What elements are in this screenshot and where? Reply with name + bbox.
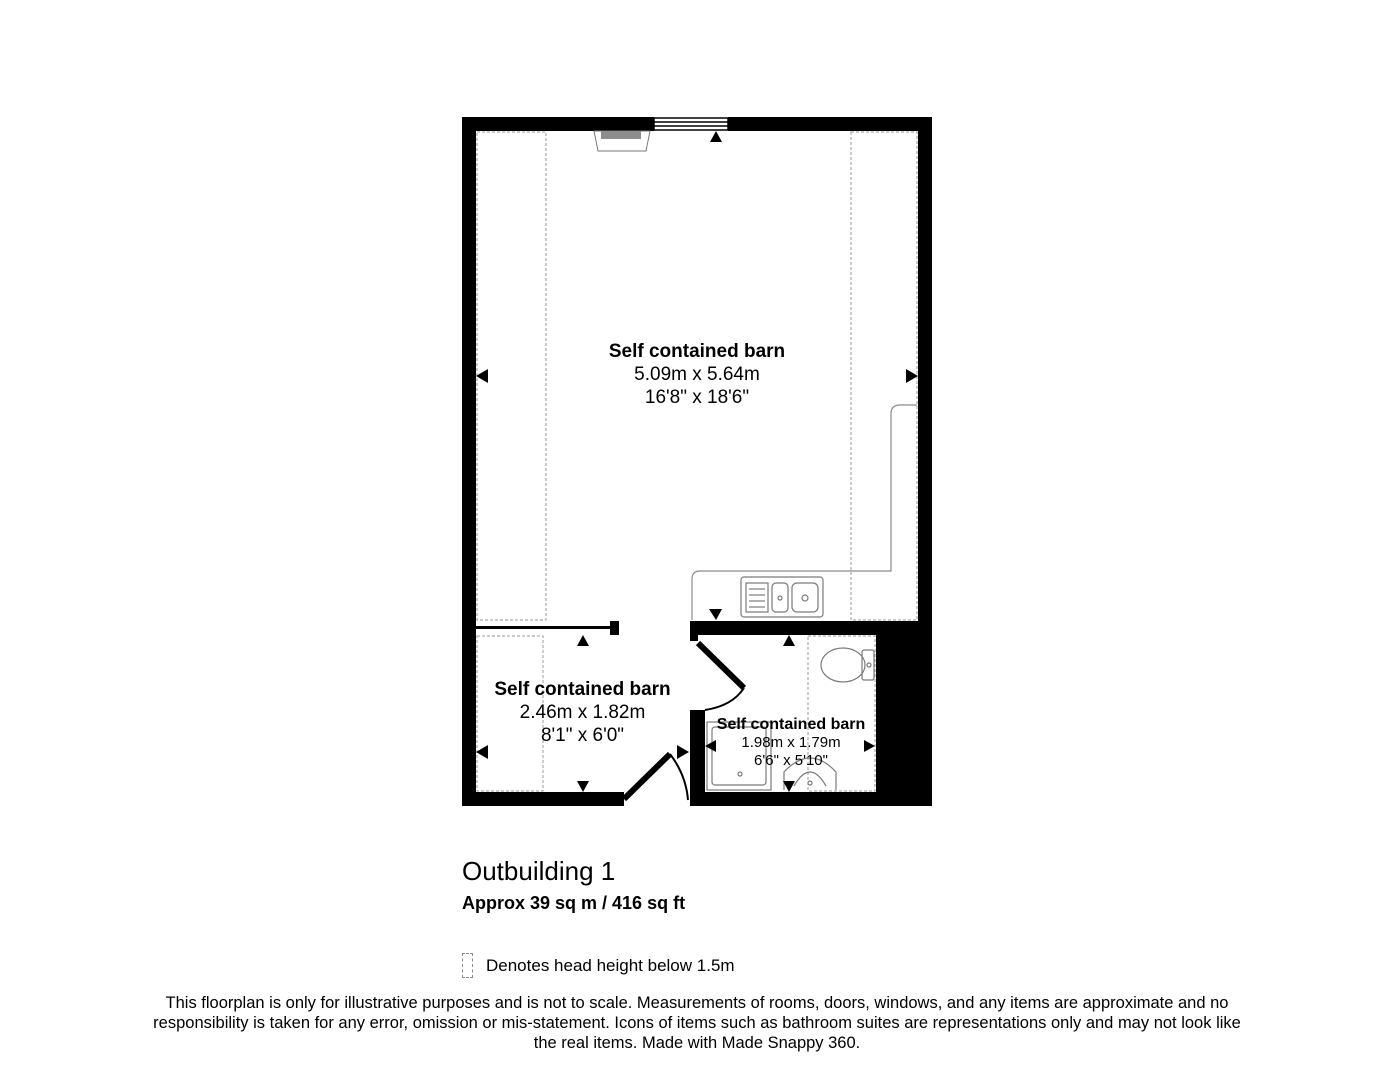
stove-icon bbox=[594, 131, 650, 151]
room-imperial: 16'8" x 18'6" bbox=[644, 386, 750, 408]
wall-top-left bbox=[462, 117, 654, 131]
arrow-down bbox=[709, 609, 722, 620]
room-label-bathroom bbox=[706, 715, 876, 770]
disclaimer: This floorplan is only for illustrative purposes and is not to scale. Measurements of rooms, doors, windows, and any items are approximate and no responsibility is taken for any error, omission or mis-statement. Icons of items such as bathroom suites are representations only and may not look like the real items. Made with Made Snappy 360. bbox=[153, 994, 1241, 1052]
room-name: Self contained barn bbox=[716, 716, 866, 733]
wall-top-right bbox=[728, 117, 932, 131]
room-metric: 2.46m x 1.82m bbox=[519, 701, 646, 723]
arrow-left bbox=[476, 369, 488, 383]
wall-stub-left bbox=[610, 621, 619, 635]
room-label-lower-left bbox=[470, 679, 695, 747]
room-metric: 1.98m x 1.79m bbox=[741, 734, 841, 752]
room-imperial: 6'6" x 5'10" bbox=[754, 752, 828, 770]
sink-icon bbox=[741, 577, 823, 617]
arrow-up bbox=[710, 131, 722, 142]
room-name: Self contained barn bbox=[494, 679, 671, 700]
room-label-main bbox=[547, 341, 847, 409]
arrow-right bbox=[906, 369, 918, 383]
door-entrance bbox=[624, 754, 688, 800]
arrow-down bbox=[783, 781, 795, 792]
room-metric: 5.09m x 5.64m bbox=[634, 363, 760, 385]
arrow-down bbox=[577, 781, 589, 792]
room-imperial: 8'1" x 6'0" bbox=[540, 724, 625, 746]
arrow-up bbox=[577, 635, 589, 646]
window-top bbox=[654, 118, 728, 130]
wall-bath-top bbox=[690, 621, 880, 635]
legend bbox=[462, 953, 735, 978]
dashed-area-swatch-icon bbox=[462, 953, 473, 978]
arrow-up bbox=[783, 635, 795, 646]
kitchen-counter bbox=[692, 405, 917, 620]
building-area: Approx 39 sq m / 416 sq ft bbox=[462, 893, 686, 913]
wall-bottom-left bbox=[462, 792, 624, 806]
legend-text: Denotes head height below 1.5m bbox=[486, 955, 735, 975]
building-title: Outbuilding 1 bbox=[462, 856, 616, 886]
room-name: Self contained barn bbox=[608, 341, 786, 362]
solid-block bbox=[876, 621, 932, 806]
wall-partition-left bbox=[476, 626, 612, 629]
toilet-icon bbox=[821, 648, 874, 682]
door-bath bbox=[698, 643, 744, 710]
